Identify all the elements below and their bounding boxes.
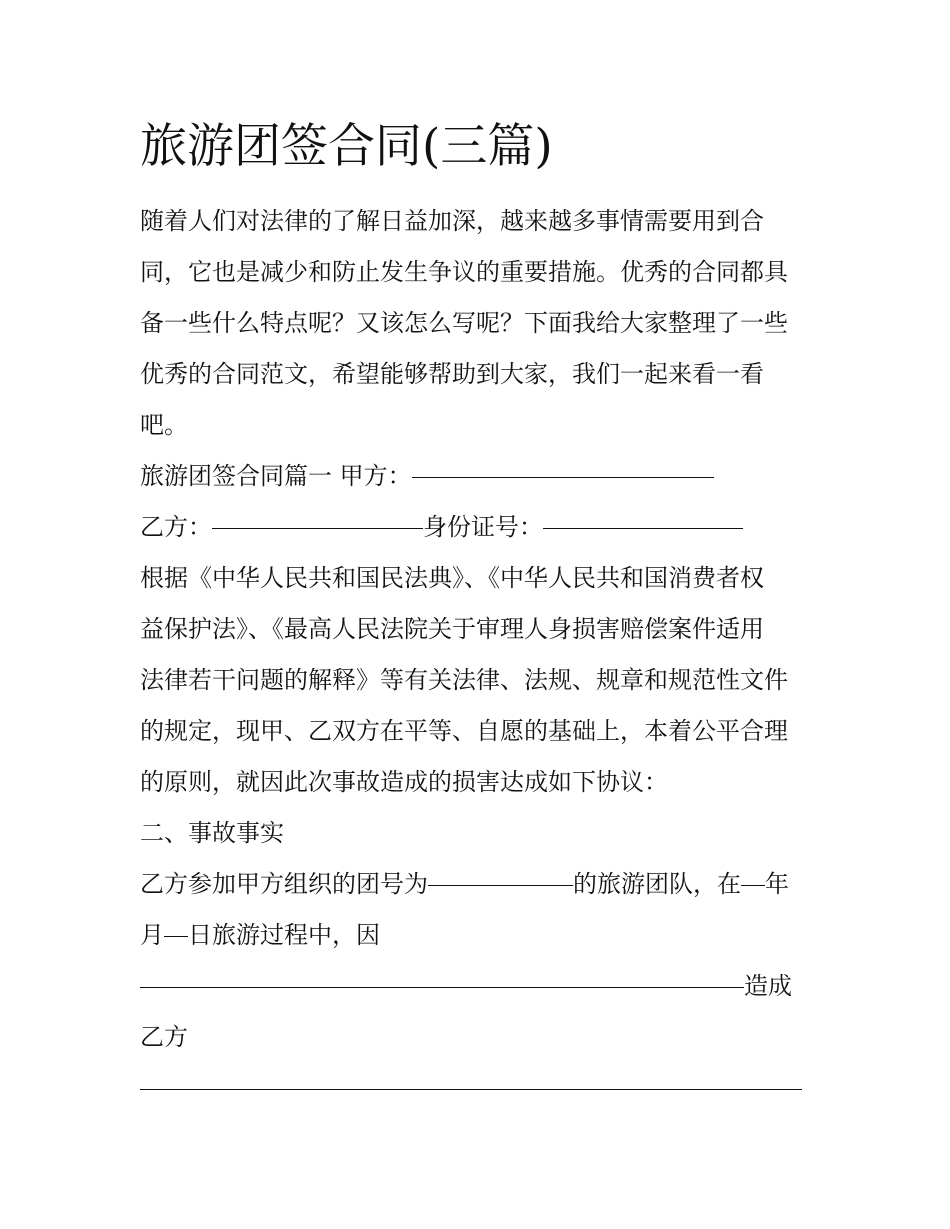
id-number-blank (543, 498, 743, 529)
intro-line: 同，它也是减少和防止发生争议的重要措施。优秀的合同都具 (140, 258, 788, 286)
intro-line: 备一些什么特点呢？又该怎么写呢？下面我给大家整理了一些 (140, 309, 788, 337)
party-a-label: 旅游团签合同篇一 甲方： (140, 462, 412, 490)
document-body (140, 196, 820, 1114)
tour-number-blank (428, 855, 573, 886)
facts-text: 乙方 (140, 1023, 188, 1051)
cause-blank (140, 957, 744, 988)
facts-line-4 (140, 1012, 820, 1063)
basis-paragraph (140, 553, 820, 808)
party-b-line (140, 502, 820, 553)
party-b-blank (212, 498, 423, 529)
facts-text: 日旅游过程中，因 (188, 921, 380, 949)
party-a-line (140, 451, 820, 502)
party-b-label: 乙方： (140, 513, 212, 541)
basis-line: 益保护法》、《最高人民法院关于审理人身损害赔偿案件适用 (140, 615, 764, 643)
facts-line-1 (140, 859, 820, 910)
document-title: 旅游团签合同(三篇) (140, 119, 553, 174)
facts-text: 的旅游团队，在 (573, 870, 741, 898)
section-heading: 二、事故事实 (140, 819, 284, 847)
facts-line-2 (140, 910, 820, 961)
intro-paragraph (140, 196, 820, 451)
intro-line: 随着人们对法律的了解日益加深，越来越多事情需要用到合 (140, 207, 764, 235)
facts-text: 乙方参加甲方组织的团号为 (140, 870, 428, 898)
month-blank (164, 906, 188, 937)
party-a-blank (412, 447, 714, 478)
intro-line: 吧。 (140, 411, 188, 439)
basis-line: 的规定，现甲、乙双方在平等、自愿的基础上，本着公平合理 (140, 717, 788, 745)
basis-line: 根据《中华人民共和国民法典》、《中华人民共和国消费者权 (140, 564, 764, 592)
year-blank (741, 855, 765, 886)
facts-line-5 (140, 1063, 820, 1114)
result-blank (140, 1059, 802, 1090)
intro-line: 优秀的合同范文，希望能够帮助到大家，我们一起来看一看 (140, 360, 764, 388)
facts-text: 年 (765, 870, 789, 898)
facts-text: 造成 (744, 972, 792, 1000)
basis-line: 的原则，就因此次事故造成的损害达成如下协议： (140, 768, 668, 796)
facts-line-3 (140, 961, 820, 1012)
id-number-label: 身份证号： (423, 513, 543, 541)
facts-text: 月 (140, 921, 164, 949)
basis-line: 法律若干问题的解释》等有关法律、法规、规章和规范性文件 (140, 666, 788, 694)
